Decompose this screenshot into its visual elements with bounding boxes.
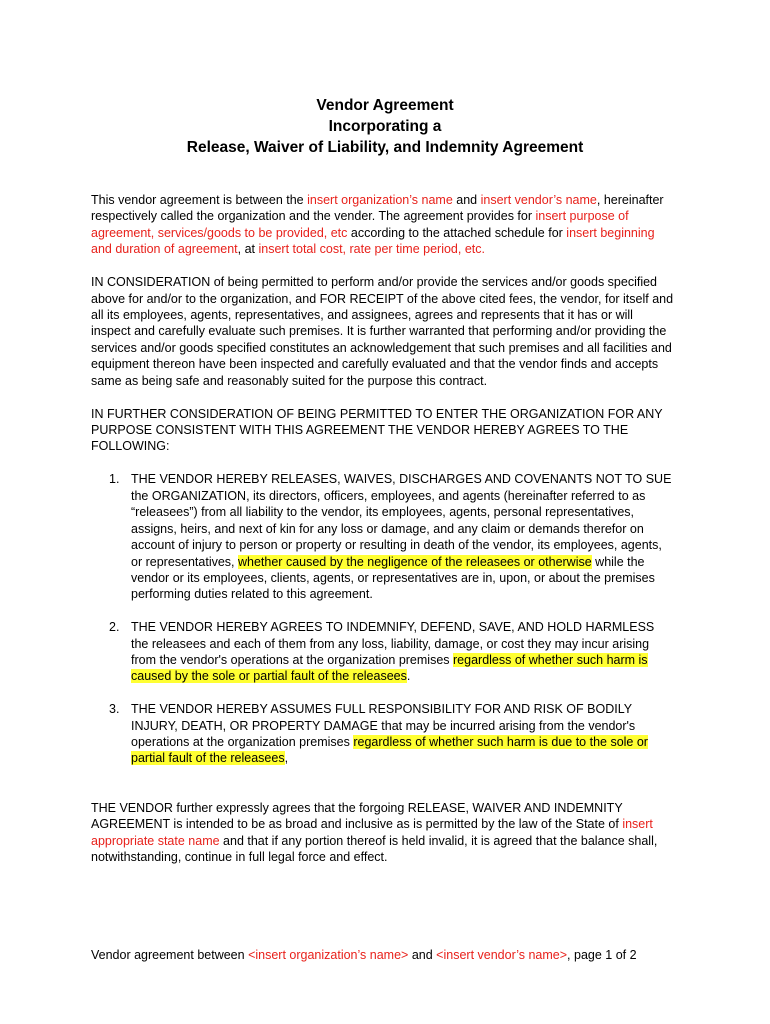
placeholder-state-name: insert appropriate state name — [91, 817, 653, 848]
list-item-text: , — [284, 751, 289, 766]
highlighted-text: whether caused by the negligence of the releasees or otherwise — [238, 554, 592, 569]
list-item-number: 3. — [109, 702, 120, 717]
page-footer — [91, 947, 691, 963]
footer-page-number: , page 1 of 2 — [567, 948, 637, 962]
highlighted-text: regardless of whether such harm is caused by the sole or partial fault of the releasees — [131, 652, 648, 684]
list-item-number: 1. — [109, 472, 120, 487]
placeholder-duration: insert beginning and duration of agreement — [91, 225, 655, 257]
placeholder-vendor-name: insert vendor’s name — [480, 193, 597, 207]
footer-placeholder-vendor: <insert vendor’s name> — [436, 948, 568, 962]
final-text: THE VENDOR further expressly agrees that the forgoing RELEASE, WAIVER AND INDEMNITY AGREEMENT is intended to be as broad and inclusive as is permitted by the law of the State of — [91, 800, 623, 832]
list-item-text: THE VENDOR HEREBY AGREES TO INDEMNIFY, DEFEND, SAVE, AND HOLD HARMLESS the releasees and each of them from any loss, liability, damage, or cost they may incur arising from the vendor's operations at the organization premises — [131, 620, 655, 667]
list-item-text: THE VENDOR HEREBY RELEASES, WAIVES, DISCHARGES AND COVENANTS NOT TO SUE the ORGANIZATION, its directors, officers, employees, and agents (hereinafter referred to as “releasees”) from all liability to the vendor, its employees, agents, personal representatives, assigns, heirs, and next of kin for any loss or damage, and any claim or demands therefor on account of injury to person or property or resulting in death of the vendor, its employees, agents, or representatives, — [131, 472, 672, 569]
list-item — [91, 701, 675, 767]
title-line-2: Incorporating a — [328, 118, 442, 135]
footer-text: and — [408, 948, 437, 962]
intro-text: This vendor agreement is between the — [91, 193, 308, 207]
footer-placeholder-organization: <insert organization’s name> — [248, 948, 409, 962]
title-line-1: Vendor Agreement — [316, 97, 454, 114]
intro-text: , hereinafter respectively called the organization and the vender. The agreement provides for — [91, 193, 664, 224]
placeholder-purpose: insert purpose of agreement, services/goods to be provided, etc — [91, 209, 629, 240]
list-item-text: while the vendor or its employees, clients, agents, or representatives are in, upon, or about the premises performing duties related to this agreement. — [131, 554, 655, 602]
final-text: and that if any portion thereof is held invalid, it is agreed that the balance shall, notwithstanding, continue in full legal force and effect. — [91, 833, 658, 864]
intro-text: and — [452, 193, 481, 207]
consideration-paragraph: IN CONSIDERATION of being permitted to perform and/or provide the services and/or goods specified above for and/or to the organization, and FOR RECEIPT of the above cited fees, the vendor, for itself and all its employees, agents, representatives, and assignees, agrees and represents that it has or will inspect and carefully evaluate such premises. It is further warranted that performing and/or providing the services and/or goods specified constitutes an acknowledgement that such premises and all facilities and equipment thereon have been inspected and carefully evaluated and that the vendor finds and accepts same as being safe and reasonably suited for the purpose this contract. — [91, 275, 674, 388]
highlighted-text: regardless of whether such harm is due to the sole or partial fault of the releasees — [131, 734, 648, 766]
intro-text: , at — [237, 242, 259, 257]
document-body — [91, 192, 675, 882]
further-consideration-paragraph: IN FURTHER CONSIDERATION OF BEING PERMITTED TO ENTER THE ORGANIZATION FOR ANY PURPOSE CONSISTENT WITH THIS AGREEMENT THE VENDOR HEREBY AGREES TO THE FOLLOWING: — [91, 406, 663, 454]
list-item — [91, 619, 675, 685]
placeholder-total-cost: insert total cost, rate per time period, etc. — [258, 242, 485, 257]
intro-text: according to the attached schedule for — [347, 225, 567, 240]
document-title — [0, 95, 770, 158]
agreement-terms-list — [91, 471, 675, 766]
footer-text: Vendor agreement between — [91, 948, 249, 962]
list-item-number: 2. — [109, 620, 120, 635]
list-item — [91, 471, 675, 602]
title-line-3: Release, Waiver of Liability, and Indemnity Agreement — [186, 139, 584, 156]
placeholder-organization-name: insert organization’s name — [307, 193, 453, 207]
list-item-text: . — [406, 669, 411, 684]
intro-paragraph — [91, 192, 675, 258]
final-paragraph — [91, 800, 675, 866]
list-item-text: THE VENDOR HEREBY ASSUMES FULL RESPONSIBILITY FOR AND RISK OF BODILY INJURY, DEATH, OR PROPERTY DAMAGE that may be incurred arising from the vendor's operations at the organization premises — [131, 702, 636, 749]
